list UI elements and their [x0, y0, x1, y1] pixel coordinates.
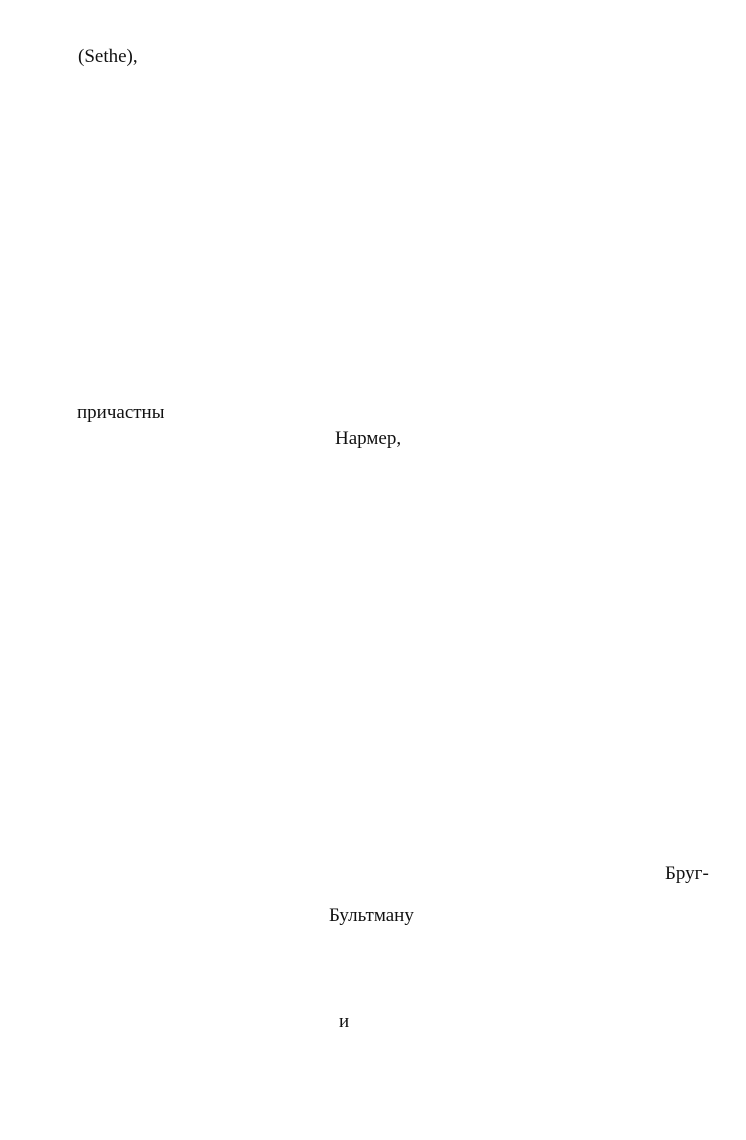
- text-fragment-narmer: Нармер,: [335, 428, 402, 449]
- text-fragment-prichastny: причастны: [77, 402, 165, 423]
- text-fragment-bultmanu: Бультману: [329, 905, 414, 926]
- text-fragment-i: и: [339, 1011, 350, 1032]
- text-fragment-brug: Бруг-: [665, 863, 709, 884]
- text-fragment-sethe: (Sethe),: [78, 46, 138, 67]
